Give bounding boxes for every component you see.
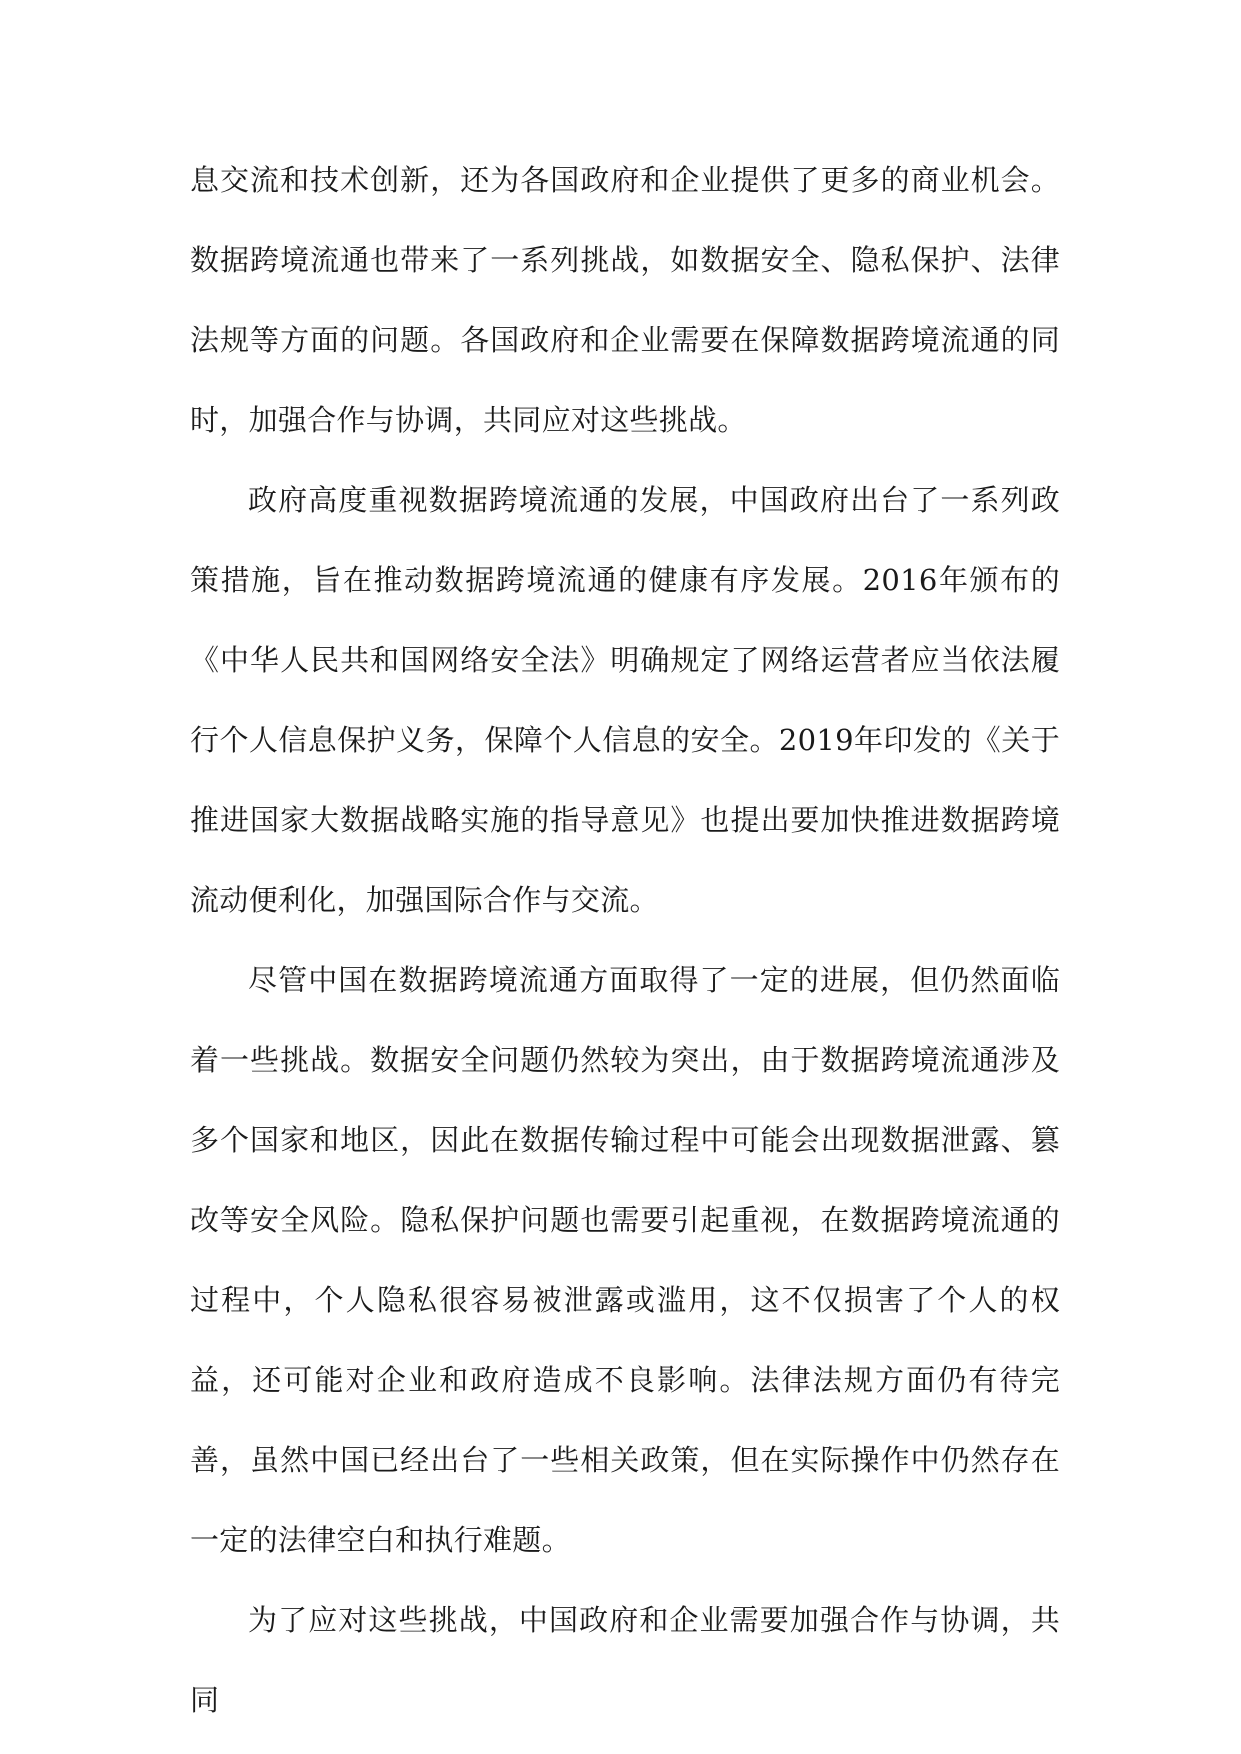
paragraph-continuation: 息交流和技术创新，还为各国政府和企业提供了更多的商业机会。数据跨境流通也带来了一系列挑战，如数据安全、隐私保护、法律法规等方面的问题。各国政府和企业需要在保障数据跨境流通的同时，加强合作与协调，共同应对这些挑战。 [190,163,1060,437]
paragraph-challenges: 尽管中国在数据跨境流通方面取得了一定的进展，但仍然面临着一些挑战。数据安全问题仍然较为突出，由于数据跨境流通涉及多个国家和地区，因此在数据传输过程中可能会出现数据泄露、篡改等安全风险。隐私保护问题也需要引起重视，在数据跨境流通的过程中，个人隐私很容易被泄露或滥用，这不仅损害了个人的权益，还可能对企业和政府造成不良影响。法律法规方面仍有待完善，虽然中国已经出台了一些相关政策，但在实际操作中仍然存在一定的法律空白和执行难题。 [190,963,1060,1557]
paragraph-government-policy: 政府高度重视数据跨境流通的发展，中国政府出台了一系列政策措施，旨在推动数据跨境流通的健康有序发展。2016年颁布的《中华人民共和国网络安全法》明确规定了网络运营者应当依法履行个人信息保护义务，保障个人信息的安全。2019年印发的《关于推进国家大数据战略实施的指导意见》也提出要加快推进数据跨境流动便利化，加强国际合作与交流。 [190,483,1060,917]
document-body [190,140,1060,1740]
paragraph-response: 为了应对这些挑战，中国政府和企业需要加强合作与协调，共同 [190,1603,1060,1717]
